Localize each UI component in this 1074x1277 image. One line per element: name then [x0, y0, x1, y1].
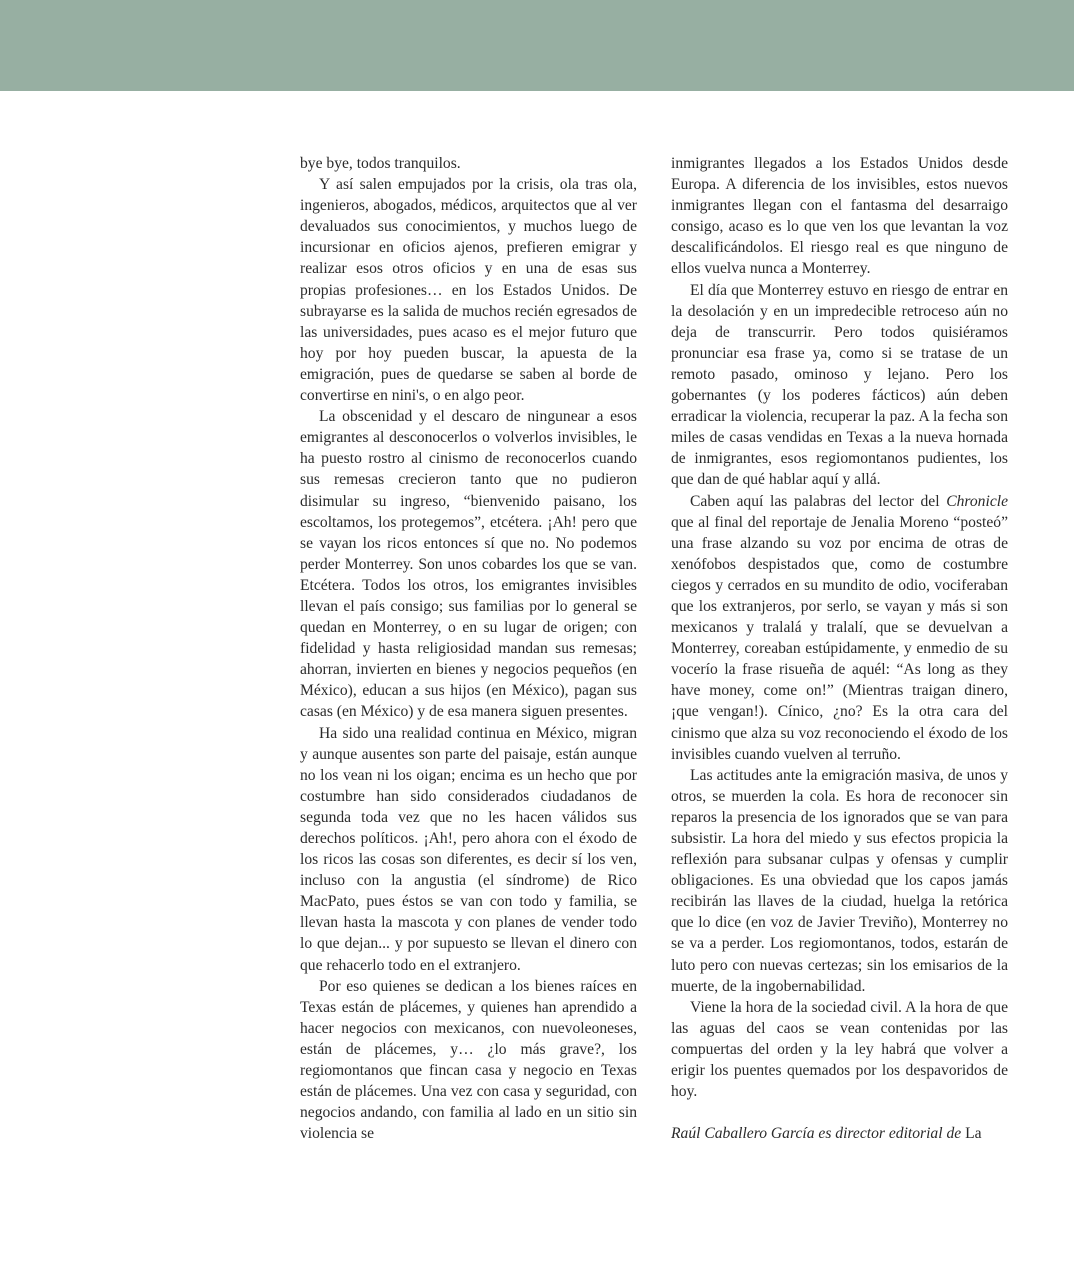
newspaper-name: Chronicle	[946, 492, 1008, 510]
paragraph: La obscenidad y el descaro de ningunear a esos emigrantes al desconocerlos o volverlos invisibles, le ha puesto rostro al cinismo de reconocerlos cuando sus remesas crecieron tanto que no pudieron disimular su ingreso, “bienvenido paisano, los escoltamos, los protegemos”, etcétera. ¡Ah! pero que se vayan los ricos entonces sí que no. No podemos perder Monterrey. Son unos cobardes los que se van. Etcétera. Todos los otros, los emigrantes invisibles llevan el país consigo; sus familias por lo general se quedan en Monterrey, o en su lugar de origen; con fidelidad y hasta religiosidad mandan sus remesas; ahorran, invierten en bienes y negocios pequeños (en México), educan a sus hijos (en México), pagan sus casas (en México) y de esa manera siguen presentes.	[300, 408, 637, 721]
paragraph: Viene la hora de la sociedad civil. A la hora de que las aguas del caos se vean contenidas por las compuertas del orden y la ley habrá que volver a erigir los puentes quemados por los despavoridos de hoy.	[671, 998, 1008, 1101]
author-signature-plain: La	[961, 1125, 982, 1143]
header-band	[0, 0, 1074, 91]
paragraph	[671, 491, 1008, 765]
paragraph: bye bye, todos tranquilos.	[300, 155, 461, 172]
paragraph: Por eso quienes se dedican a los bienes raíces en Texas están de plácemes, y quienes han aprendido a hacer negocios con mexicanos, con nuevoleoneses, están de plácemes, y… ¿lo más grave?, los regiomontanos que fincan casa y negocio en Texas están de plácemes. Una vez con casa y seguridad, con negocios andando, con familia al lado en un sitio sin violencia se	[300, 977, 637, 1143]
article-column-right	[671, 153, 1008, 1277]
author-signature-italic: Raúl Caballero García es director editorial de	[671, 1125, 962, 1143]
paragraph-text: Caben aquí las palabras del lector del	[690, 492, 947, 510]
paragraph: inmigrantes llegados a los Estados Unidos desde Europa. A diferencia de los invisibles, estos nuevos inmigrantes llegan con el fantasma del desarraigo consigo, acaso es lo que ven los que levantan la voz descalificándolos. El riesgo real es que ninguno de ellos vuelva nunca a Monterrey.	[671, 155, 1008, 278]
paragraph: Ha sido una realidad continua en México, migran y aunque ausentes son parte del paisaje, están aunque no los vean ni los oigan; encima es un hecho que por costumbre han sido considerados ciudadanos de segunda toda vez que no les hacen válidos sus derechos políticos. ¡Ah!, pero ahora con el éxodo de los ricos las cosas son diferentes, es decir sí los ven, incluso con la angustia (el síndrome) de Rico MacPato, pues éstos se van con todo y familia, se llevan hasta la mascota y con planes de vender todo lo que dejan... y por supuesto se llevan el dinero con que rehacerlo todo en el extranjero.	[300, 724, 637, 974]
paragraph-text: que al final del reportaje de Jenalia Moreno “posteó” una frase alzando su voz por encima de otras de xenófobos despistados que, como de costumbre ciegos y cerrados en su mundito de odio, vociferaban que los extranjeros, por serlo, se vayan y más si son mexicanos y tralalá y tralalí, que se devuelvan a Monterrey, coreaban estúpidamente, y enmedio de su vocerío la frase risueña de aquél: “As long as they have money, come on!” (Mientras traigan dinero, ¡que vengan!). Cínico, ¿no? Es la otra cara del cinismo que alza su voz reconociendo el éxodo de los invisibles cuando vuelven al terruño.	[671, 513, 1008, 763]
paragraph: El día que Monterrey estuvo en riesgo de entrar en la desolación y en un impredecible retroceso aún no deja de transcurrir. Pero todos quisiéramos pronunciar esa frase ya, como si se tratase de un remoto pasado, ominoso y lejano. Pero los gobernantes (y los poderes fácticos) aún deben erradicar la violencia, recuperar la paz. A la fecha son miles de casas vendidas en Texas a la nueva hornada de inmigrantes, esos regiomontanos pudientes, los que dan de qué hablar aquí y allá.	[671, 281, 1008, 489]
author-signature	[671, 1123, 1008, 1144]
article-column-left	[300, 153, 637, 1277]
paragraph: Las actitudes ante la emigración masiva, de unos y otros, se muerden la cola. Es hora de reconocer sin reparos la presencia de los ignorados que se van para subsistir. La hora del miedo y sus efectos propicia la reflexión para subsanar culpas y ofensas y cumplir obligaciones. Es una obviedad que los capos jamás recibirán las llaves de la ciudad, huelga la retórica que lo dice (en voz de Javier Treviño), Monterrey no se va a perder. Los regiomontanos, todos, estarán de luto pero con nuevas certezas; sin los emisarios de la muerte, de la ingobernabilidad.	[671, 766, 1008, 995]
paragraph: Y así salen empujados por la crisis, ola tras ola, ingenieros, abogados, médicos, arquitectos que al ver devaluados sus conocimientos, y muchos luego de incursionar en oficios ajenos, prefieren emigrar y realizar esos otros oficios y en una de esas sus propias profesiones… en los Estados Unidos. De subrayarse es la salida de muchos recién egresados de las universidades, pues acaso es el mejor futuro que hoy por hoy pueden buscar, la apuesta de la emigración, pues de quedarse se saben al borde de convertirse en nini's, o en algo peor.	[300, 176, 637, 405]
